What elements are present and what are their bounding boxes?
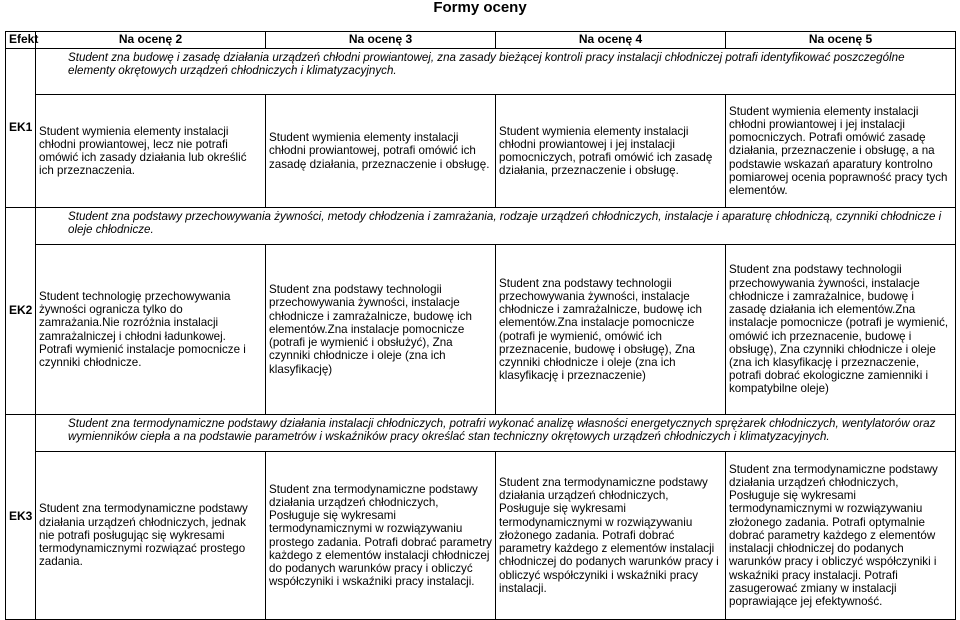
grade-3-cell: Student wymienia elementy instalacji chłodni prowiantowej, potrafi omówić ich zasadę działania, przeznaczenie i obsługę. [266,95,496,208]
table-row [6,452,956,620]
header-grade-2: Na ocenę 2 [36,32,266,49]
grade-5-cell: Student zna podstawy technologii przechowywania żywności, instalacje chłodnicze i zamrażalnice, budowę i zasadę działania ich elementów.Zna instalacje pomocnicze (potrafi je wymienić, omówić ich przeznacenie, budowę i obsługę), Zna czynniki chłodnicze i oleje (zna ich klasyfikację i przeznaczenie, potrafi dobrać ekologiczne zamienniki i kompatybilne oleje) [726,245,956,415]
grade-2-cell: Student zna termodynamiczne podstawy działania urządzeń chłodniczych, jednak nie potrafi posługując się wykresami termodynamicznymi rozwiązać prostego zadania. [36,452,266,620]
header-efekt: Efekt [6,32,36,49]
table-row [6,415,956,452]
table-row [6,245,956,415]
header-grade-4: Na ocenę 4 [496,32,726,49]
table-row [6,49,956,95]
header-row [6,32,956,49]
grade-3-cell: Student zna termodynamiczne podstawy działania urządzeń chłodniczych, Posługuje się wykresami termodynamicznymi w rozwiązywaniu prostego zadania. Potrafi dobrać parametry każdego z elementów instalacji chłodniczej do podanych warunków pracy i obliczyć współczyniki i wskaźniki pracy instalacji. [266,452,496,620]
table-row [6,95,956,208]
table-row [6,208,956,245]
grade-5-cell: Student zna termodynamiczne podstawy działania urządzeń chłodniczych, Posługuje się wykresami termodynamicznymi w rozwiązywaniu złożonego zadania. Potrafi optymalnie dobrać parametry każdego z elementów instalacji chłodniczej do podanych warunków pracy i obliczyć współczyniki i wskaźniki pracy instalacji. Potrafi zasugerować zmiany w instalacji poprawiające jej efektywność. [726,452,956,620]
header-grade-3: Na ocenę 3 [266,32,496,49]
effect-summary: Student zna podstawy przechowywania żywności, metody chłodzenia i zamrażania, rodzaje urządzeń chłodniczych, instalacje i aparaturę chłodniczą, czynniki chłodnicze i oleje chłodnicze. [36,208,956,245]
grade-4-cell: Student zna podstawy technologii przechowywania żywności, instalacje chłodnicze i zamrażalnicze, budowę ich elementów.Zna instalacje pomocnicze (potrafi je wymienić, omówić ich przeznacenie, budowę i obsługę), Zna czynniki chłodnicze i oleje (zna ich klasyfikację i przeznaczenie) [496,245,726,415]
grade-2-cell: Student technologię przechowywania żywności ogranicza tylko do zamrażania.Nie rozróżnia instalacji zamrażalniczej i chłodni ładunkowej. Potrafi wymienić instalacje pomocnicze i czynniki chłodnicze. [36,245,266,415]
grade-2-cell: Student wymienia elementy instalacji chłodni prowiantowej, lecz nie potrafi omówić ich zasady działania lub określić ich przeznaczenia. [36,95,266,208]
effect-summary: Student zna termodynamiczne podstawy działania instalacji chłodniczych, potrafri wykonać analizę własności energetycznych sprężarek chłodniczych, wentylatorów oraz wymienników ciepła a na podstawie parametrów i wskaźników pracy określać stan techniczny okrętowych urządzeń chłodniczych i klimatyzacyjnych. [36,415,956,452]
grading-table [5,31,956,620]
effect-label: EK3 [6,415,36,620]
page-title: Formy oceny [433,0,527,16]
effect-summary: Student zna budowę i zasadę działania urządzeń chłodni prowiantowej, zna zasady bieżącej kontroli pracy instalacji chłodniczej potrafi identyfikować poszczególne elementy okrętowych urządzeń chłodniczych i klimatyzacyjnych. [36,49,956,95]
header-grade-5: Na ocenę 5 [726,32,956,49]
grade-4-cell: Student zna termodynamiczne podstawy działania urządzeń chłodniczych, Posługuje się wykresami termodynamicznymi w rozwiązywaniu złożonego zadania. Potrafi dobrać parametry każdego z elementów instalacji chłodniczej do podanych warunków pracy i obliczyć współczyniki i wskaźniki pracy instalacji. [496,452,726,620]
grade-5-cell: Student wymienia elementy instalacji chłodni prowiantowej i jej instalacji pomocniczych. Potrafi omówić zasadę działania, przeznaczenie i obsługę, a na podstawie wskazań aparatury kontrolno pomiarowej ocenia poprawność pracy tych elementów. [726,95,956,208]
effect-label: EK2 [6,208,36,415]
effect-label: EK1 [6,49,36,208]
grade-3-cell: Student zna podstawy technologii przechowywania żywności, instalacje chłodnicze i zamrażalnicze, budowę ich elementów.Zna instalacje pomocnicze (potrafi je wymienić i obsłużyć), Zna czynniki chłodnicze i oleje (zna ich klasyfikację) [266,245,496,415]
grade-4-cell: Student wymienia elementy instalacji chłodni prowiantowej i jej instalacji pomocniczych, potrafi omówić ich zasadę działania, przeznaczenie i obsługę. [496,95,726,208]
